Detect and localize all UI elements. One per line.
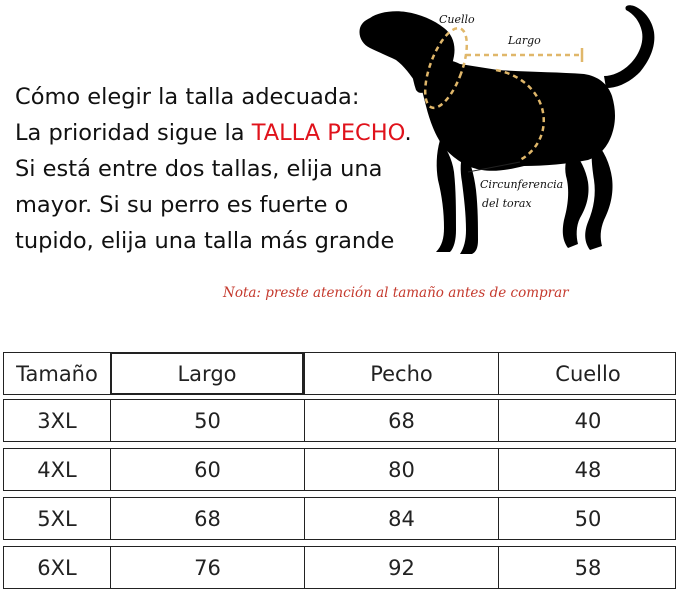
intro-line-5: tupido, elija una talla más grande [15, 228, 395, 254]
label-del-torax: del torax [482, 197, 532, 210]
cell-size: 4XL [37, 457, 77, 482]
label-circunferencia: Circunferencia [480, 178, 564, 191]
intro-line-2-prefix: La prioridad sigue la [15, 120, 252, 146]
header-cuello: Cuello [498, 353, 677, 394]
cell-pecho: 84 [304, 498, 498, 539]
label-largo: Largo [508, 34, 541, 47]
cell-size: 6XL [37, 555, 77, 580]
cell-largo: 50 [110, 400, 304, 441]
label-cuello: Cuello [439, 13, 475, 26]
cell-largo: 60 [110, 449, 304, 490]
cell-cuello: 48 [498, 449, 677, 490]
dog-measurement-diagram [348, 0, 679, 270]
intro-line-4: mayor. Si su perro es fuerte o [15, 192, 349, 218]
table-row [3, 497, 676, 540]
cell-largo: 76 [110, 547, 304, 588]
table-row [3, 546, 676, 589]
header-tamano: Tamaño [16, 361, 98, 386]
table-row [3, 448, 676, 491]
purchase-note: Nota: preste atención al tamaño antes de comprar [223, 285, 569, 301]
intro-line-1: Cómo elegir la talla adecuada: [15, 84, 360, 110]
header-pecho: Pecho [304, 353, 498, 394]
chest-size-highlight: TALLA PECHO [251, 120, 405, 146]
cell-size: 5XL [37, 506, 77, 531]
cell-cuello: 40 [498, 400, 677, 441]
table-row [3, 399, 676, 442]
cell-size: 3XL [37, 408, 77, 433]
cell-pecho: 80 [304, 449, 498, 490]
table-header-row [3, 352, 676, 395]
intro-line-2-suffix: . [404, 120, 412, 146]
cell-largo: 68 [110, 498, 304, 539]
header-largo: Largo [110, 352, 304, 395]
cell-cuello: 58 [498, 547, 677, 588]
cell-cuello: 50 [498, 498, 677, 539]
dog-silhouette-icon [348, 0, 679, 270]
cell-pecho: 68 [304, 400, 498, 441]
intro-line-3: Si está entre dos tallas, elija una [15, 156, 383, 182]
cell-pecho: 92 [304, 547, 498, 588]
